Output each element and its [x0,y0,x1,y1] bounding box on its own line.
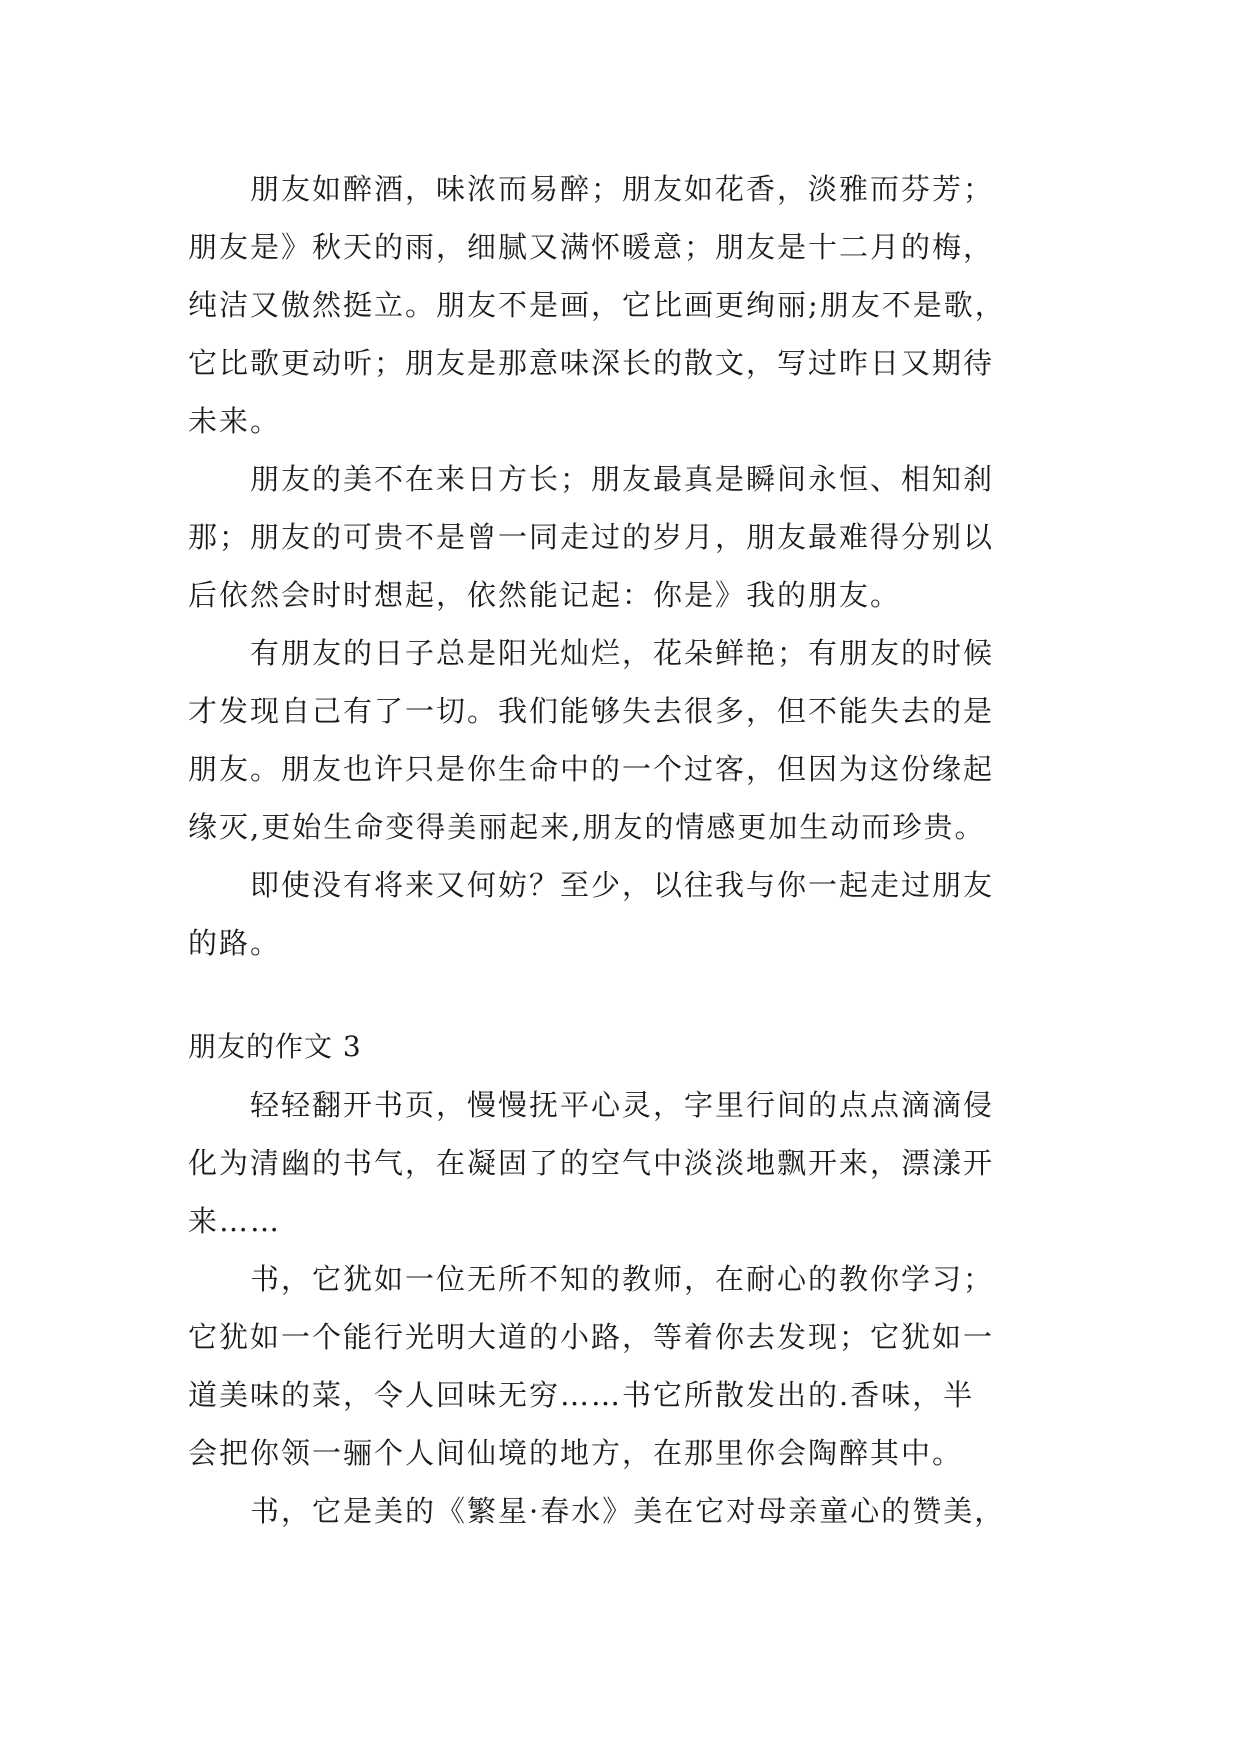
paragraph-book-beauty [188,1482,1068,1540]
paragraph-no-future [188,856,1068,972]
text-line: 未来。 [188,404,282,438]
paragraph-book-teacher [188,1250,1068,1482]
text-line: 后依然会时时想起，依然能记起：你是》我的朋友。 [188,578,902,612]
text-line: 来…… [188,1204,282,1238]
paragraph-friend-wine [188,160,1068,450]
text-line: 缘灭,更始生命变得美丽起来,朋友的情感更加生动而珍贵。 [188,810,986,844]
text-line: 它比歌更动听；朋友是那意味深长的散文，写过昨日又期待 [188,346,995,380]
text-line: 它犹如一个能行光明大道的小路，等着你去发现；它犹如一 [188,1320,995,1354]
section-gap [188,972,1068,1018]
paragraph-sunny-days [188,624,1068,856]
text-line: 才发现自己有了一切。我们能够失去很多，但不能失去的是 [188,694,995,728]
text-line: 书，它是美的《繁星·春水》美在它对母亲童心的赞美， [188,1494,1006,1528]
document-body [188,160,1068,1540]
text-line: 的路。 [188,926,282,960]
text-line: 朋友的美不在来日方长；朋友最真是瞬间永恒、相知刹 [188,462,995,496]
text-line: 道美味的菜，令人回味无穷……书它所散发出的.香味，半 [188,1378,975,1412]
section-heading [188,1018,1068,1076]
paragraph-open-book [188,1076,1068,1250]
text-line: 化为清幽的书气，在凝固了的空气中淡淡地飘开来，漂漾开 [188,1146,995,1180]
text-line: 那；朋友的可贵不是曾一同走过的岁月，朋友最难得分别以 [188,520,995,554]
text-line: 朋友是》秋天的雨，细腻又满怀暖意；朋友是十二月的梅， [188,230,995,264]
text-line: 会把你领一骊个人间仙境的地方，在那里你会陶醉其中。 [188,1436,964,1470]
text-line: 纯洁又傲然挺立。朋友不是画，它比画更绚丽;朋友不是歌， [188,288,1006,322]
text-line: 即使没有将来又何妨？至少，以往我与你一起走过朋友 [188,868,995,902]
text-line: 朋友。朋友也许只是你生命中的一个过客，但因为这份缘起 [188,752,995,786]
text-line: 朋友如醉酒，味浓而易醉；朋友如花香，淡雅而芬芳； [188,172,995,206]
text-line: 轻轻翻开书页，慢慢抚平心灵，字里行间的点点滴滴侵 [188,1088,995,1122]
text-line: 有朋友的日子总是阳光灿烂，花朵鲜艳；有朋友的时候 [188,636,995,670]
text-line: 书，它犹如一位无所不知的教师，在耐心的教你学习； [188,1262,995,1296]
paragraph-friend-beauty [188,450,1068,624]
section-heading-text: 朋友的作文 3 [188,1030,362,1063]
